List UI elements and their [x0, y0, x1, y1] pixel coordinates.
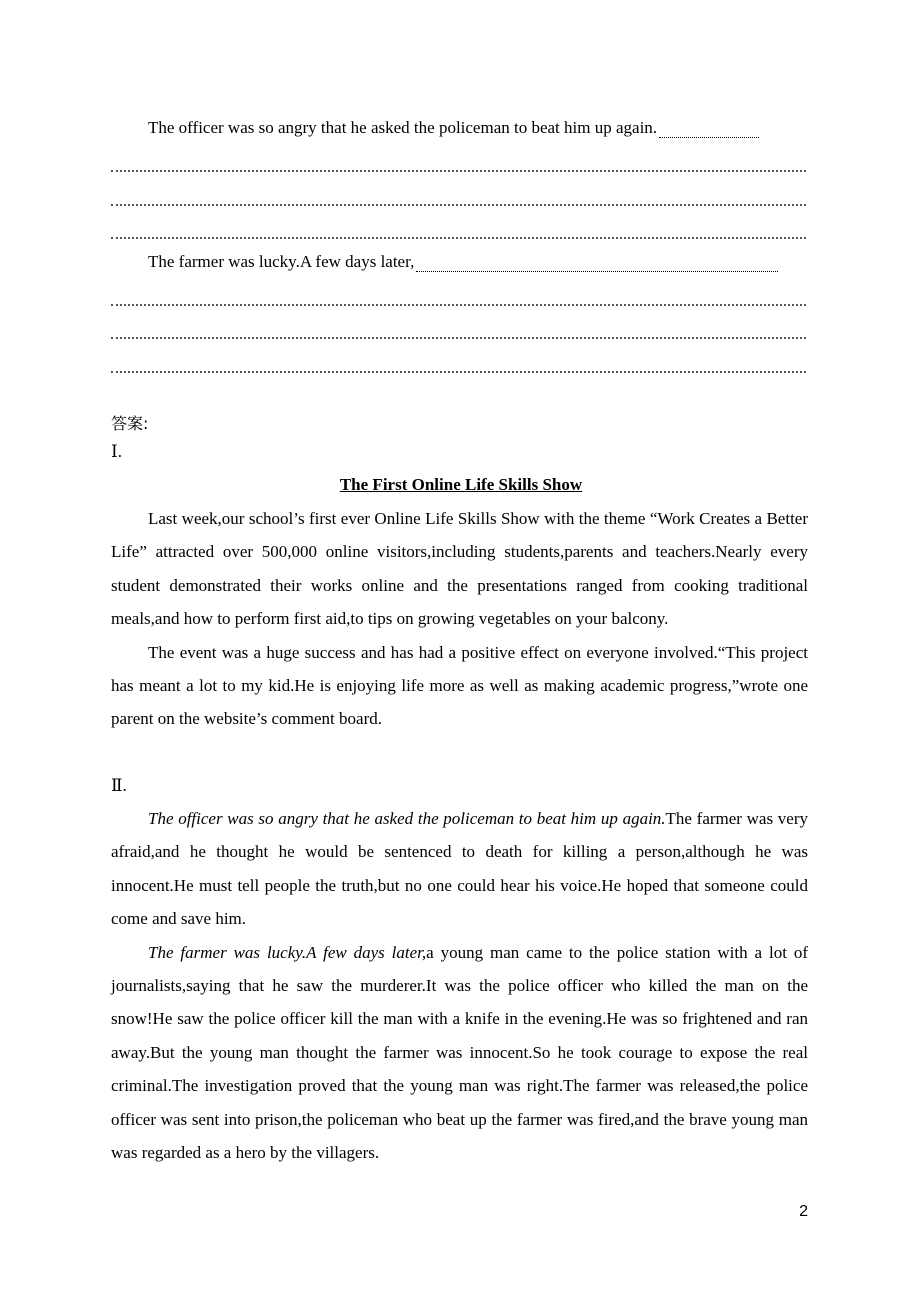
- section-1-paragraph: The event was a huge success and has had a positive effect on everyone involved.“This project has meant a lot to my kid.He is enjoying life more as well as making academic progress,”wrote one parent on the website’s comment board.: [111, 642, 808, 729]
- section-2-p2-lead: The farmer was lucky.A few days later,: [148, 942, 427, 962]
- section-2-body: [111, 802, 808, 1169]
- section-1-label: Ⅰ.: [111, 442, 122, 461]
- answer-line[interactable]: [111, 204, 806, 206]
- answer-blank-inline-1[interactable]: [659, 136, 759, 138]
- section-2-paragraph-2: [111, 936, 808, 1170]
- answer-line[interactable]: [111, 371, 806, 373]
- essay-title: The First Online Life Skills Show: [339, 475, 583, 494]
- section-1-paragraph: Last week,our school’s first ever Online Life Skills Show with the theme “Work Creates a Better Life” attracted over 500,000 online visitors,including students,parents and teachers.Nearly every student demonstrated their works online and the presentations ranged from cooking traditional meals,and how to perform first aid,to tips on growing vegetables on your balcony.: [111, 509, 808, 629]
- answer-line[interactable]: [111, 170, 806, 172]
- answer-line[interactable]: [111, 304, 806, 306]
- section-2-label: Ⅱ.: [111, 776, 127, 795]
- writing-prompt-2: [148, 252, 778, 272]
- page-number: 2: [799, 1203, 808, 1220]
- answer-line[interactable]: [111, 337, 806, 339]
- answer-line[interactable]: [111, 237, 806, 239]
- answer-heading: 答案:: [111, 414, 149, 433]
- prompt-2-text: The farmer was lucky.A few days later,: [148, 252, 415, 271]
- prompt-1-text: The officer was so angry that he asked the policeman to beat him up again.: [148, 118, 658, 137]
- writing-prompt-1: [148, 118, 759, 138]
- section-2-p2-rest: a young man came to the police station with a lot of journalists,saying that he saw the murderer.It was the police officer who killed the man on the snow!He saw the police officer kill the man with a knife in the evening.He was so frightened and ran away.But the young man thought the farmer was innocent.So he took courage to expose the real criminal.The investigation proved that the young man was right.The farmer was released,the police officer was sent into prison,the policeman who beat up the farmer was fired,and the brave young man was regarded as a hero by the villagers.: [111, 942, 808, 1163]
- section-1-body: [111, 502, 808, 736]
- section-2-paragraph-1: [111, 802, 808, 936]
- section-2-p1-rest: The farmer was very afraid,and he thought he would be sentenced to death for killing a person,although he was innocent.He must tell people the truth,but no one could hear his voice.He hoped that someone could come and save him.: [111, 809, 808, 929]
- section-2-p1-lead: The officer was so angry that he asked the policeman to beat him up again.: [148, 809, 666, 828]
- answer-blank-inline-2[interactable]: [416, 270, 778, 272]
